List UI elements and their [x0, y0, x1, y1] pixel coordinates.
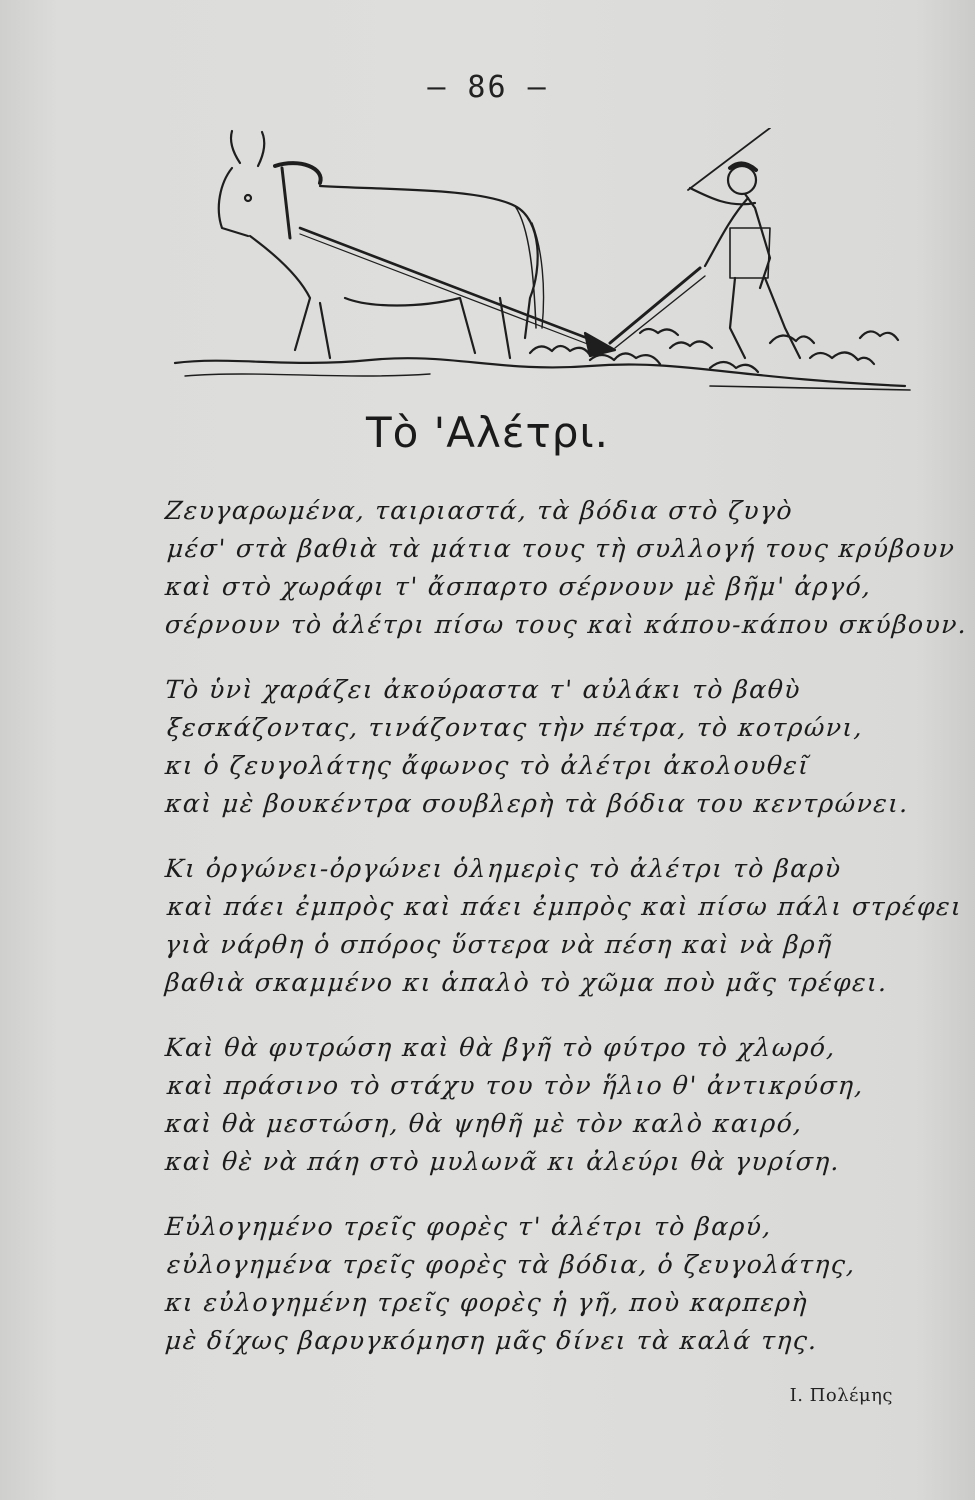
verse-line: βαθιὰ σκαμμένο κι ἁπαλὸ τὸ χῶμα ποὺ μᾶς τρέφει. — [164, 968, 889, 997]
verse-line: εὐλογημένα τρεῖς φορὲς τὰ βόδια, ὁ ζευγολάτης, — [166, 1250, 857, 1279]
verse-line: σέρνουν τὸ ἀλέτρι πίσω τους καὶ κάπου-κάπου σκύβουν. — [164, 610, 969, 639]
verse-line: καὶ θὲ νὰ πάη στὸ μυλωνᾶ κι ἀλεύρι θὰ γυρίση. — [164, 1147, 842, 1176]
verse-line: ξεσκάζοντας, τινάζοντας τὴν πέτρα, τὸ κοτρώνι, — [166, 713, 865, 742]
verse-line: Ζευγαρωμένα, ταιριαστά, τὰ βόδια στὸ ζυγὸ — [164, 496, 795, 525]
verse-line: μὲ δίχως βαρυγκόμηση μᾶς δίνει τὰ καλά της. — [164, 1326, 820, 1355]
verse-line: καὶ θὰ μεστώση, θὰ ψηθῆ μὲ τὸν καλὸ καιρό, — [164, 1109, 804, 1138]
stanza — [165, 671, 935, 823]
poem-body — [164, 492, 969, 1387]
stanza — [165, 1208, 935, 1360]
verse-line: Καὶ θὰ φυτρώση καὶ θὰ βγῆ τὸ φύτρο τὸ χλωρό, — [164, 1033, 838, 1062]
stanza — [165, 1029, 935, 1181]
stanza — [164, 492, 969, 644]
verse-line: καὶ πράσινο τὸ στάχυ του τὸν ἥλιο θ' ἀντικρύση, — [166, 1071, 866, 1100]
page-number: — 86 — — [427, 70, 548, 105]
verse-line: καὶ μὲ βουκέντρα σουβλερὴ τὰ βόδια του κεντρώνει. — [164, 789, 911, 818]
stanza — [164, 850, 964, 1002]
verse-line: Εὐλογημένο τρεῖς φορὲς τ' ἀλέτρι τὸ βαρύ, — [164, 1212, 774, 1241]
verse-line: Κι ὀργώνει-ὀργώνει ὁλημερὶς τὸ ἀλέτρι τὸ βαρὺ — [164, 854, 843, 883]
poem-title: Τὸ 'Αλέτρι. — [365, 408, 610, 457]
verse-line: καὶ πάει ἐμπρὸς καὶ πάει ἐμπρὸς καὶ πίσω πάλι στρέφει — [166, 892, 964, 921]
verse-line: Τὸ ὑνὶ χαράζει ἀκούραστα τ' αὐλάκι τὸ βαθὺ — [164, 675, 803, 704]
verse-line: καὶ στὸ χωράφι τ' ἄσπαρτο σέρνουν μὲ βῆμ' ἀργό, — [164, 572, 873, 601]
verse-line: γιὰ νάρθη ὁ σπόρος ὕστερα νὰ πέση καὶ νὰ βρῆ — [164, 930, 834, 959]
verse-line: κι εὐλογημένη τρεῖς φορὲς ἡ γῆ, ποὺ καρπερὴ — [164, 1288, 810, 1317]
author-signature: Ι. Πολέμης — [789, 1385, 893, 1406]
verse-line: μέσ' στὰ βαθιὰ τὰ μάτια τους τὴ συλλογή τους κρύβουν — [166, 534, 957, 563]
ploughing-illustration — [170, 128, 915, 398]
verse-line: κι ὁ ζευγολάτης ἄφωνος τὸ ἀλέτρι ἀκολουθεῖ — [164, 751, 811, 780]
